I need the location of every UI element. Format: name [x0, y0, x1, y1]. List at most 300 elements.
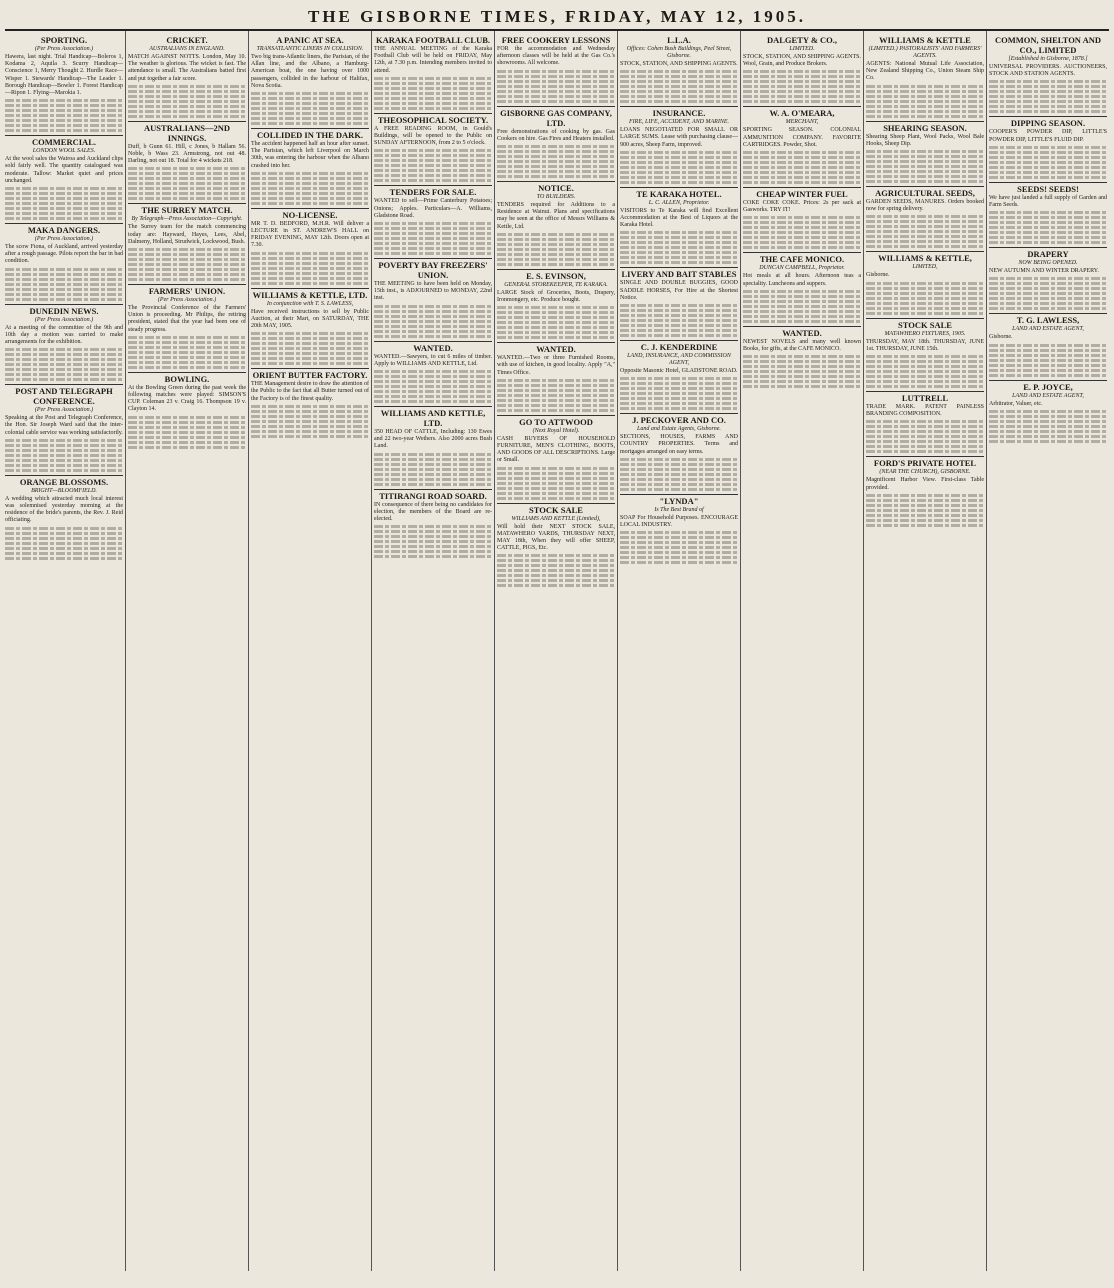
column-9 — [987, 31, 1109, 1271]
story-headline: AUSTRALIANS—2ND INNINGS. — [128, 121, 246, 143]
story-subhead: (Per Press Association.) — [34, 236, 94, 243]
illegible-print-line — [251, 337, 369, 340]
illegible-print-line — [989, 221, 1107, 224]
illegible-print-line — [497, 472, 615, 475]
story-body: Free demonstrations of cooking by gas. Gas Cookers on hire. Gas Fires and Heaters installed. — [497, 128, 615, 142]
illegible-print-line — [989, 80, 1107, 83]
illegible-print-line — [128, 95, 246, 98]
illegible-print-line — [866, 100, 984, 103]
illegible-print-line — [5, 454, 123, 457]
illegible-print-line — [620, 488, 738, 491]
story-subhead: (LIMITED.) PASTORALISTS' AND FARMERS' AGENTS. — [868, 46, 982, 59]
illegible-print-line — [743, 290, 861, 293]
story-headline: GISBORNE GAS COMPANY, LTD. — [497, 106, 615, 128]
illegible-print-line — [989, 282, 1107, 285]
story-subhead: LAND AND ESTATE AGENT, — [1012, 326, 1084, 333]
story — [989, 182, 1107, 244]
illegible-print-line — [5, 378, 123, 381]
illegible-print-line — [743, 375, 861, 378]
story-headline: J. PECKOVER AND CO. — [620, 413, 738, 425]
story-headline: INSURANCE. — [620, 106, 738, 118]
illegible-print-line — [251, 112, 369, 115]
illegible-print-line — [620, 463, 738, 466]
story-subhead: LIMITED. — [789, 46, 815, 52]
illegible-print-line — [497, 579, 615, 582]
story-body: FOR the accommodation and Wednesday afternoon classes will be held at the Gas Co.'s showrooms. All welcome. — [497, 46, 615, 67]
story — [743, 106, 861, 184]
column-7 — [741, 31, 864, 1271]
story-headline: DIPPING SEASON. — [989, 116, 1107, 128]
illegible-print-line — [497, 409, 615, 412]
story — [374, 258, 492, 338]
illegible-print-line — [374, 540, 492, 543]
illegible-print-line — [497, 238, 615, 241]
illegible-print-line — [128, 356, 246, 359]
story-subhead: LONDON WOOL SALES. — [32, 148, 96, 155]
story-body: TRADE MARK. PATENT PAINLESS BRANDING COMPOSITION. — [866, 404, 984, 418]
illegible-print-line — [989, 110, 1107, 113]
story-body: MATCH AGAINST NOTTS. London, May 10. The weather is glorious. The wicket is fast. The attendance is small. The Australians batted first and put together a fair score. — [128, 54, 246, 82]
illegible-print-line — [128, 351, 246, 354]
illegible-print-line — [374, 473, 492, 476]
story-headline: THE SURREY MATCH. — [128, 203, 246, 215]
story — [374, 406, 492, 486]
illegible-print-line — [989, 307, 1107, 310]
illegible-print-line — [620, 151, 738, 154]
newspaper-page — [5, 5, 1109, 1277]
illegible-print-line — [620, 468, 738, 471]
story-body: A wedding which attracted much local interest was solemnised yesterday morning at the residence of the bride's parents, the Rev. J. Reid officiating. — [5, 495, 123, 524]
illegible-print-line — [128, 431, 246, 434]
illegible-print-line — [5, 104, 123, 107]
illegible-print-line — [989, 415, 1107, 418]
illegible-print-line — [866, 385, 984, 388]
illegible-print-line — [989, 410, 1107, 413]
illegible-print-line — [374, 247, 492, 250]
illegible-print-line — [251, 347, 369, 350]
story-headline: BOWLING. — [128, 372, 246, 384]
story-headline: DUNEDIN NEWS. — [5, 304, 123, 316]
story-body: STOCK, STATION, AND SHIPPING AGENTS. — [620, 61, 738, 67]
story-headline: E. S. EVINSON, — [497, 269, 615, 281]
illegible-print-line — [620, 329, 738, 332]
illegible-print-line — [497, 399, 615, 402]
illegible-print-line — [251, 282, 369, 285]
story-headline: CRICKET. — [166, 35, 208, 45]
illegible-print-line — [620, 161, 738, 164]
illegible-print-line — [251, 107, 369, 110]
illegible-print-line — [620, 95, 738, 98]
story-headline: A PANIC AT SEA. — [276, 35, 344, 45]
illegible-print-line — [866, 440, 984, 443]
illegible-print-line — [743, 90, 861, 93]
illegible-print-line — [497, 384, 615, 387]
illegible-print-line — [128, 366, 246, 369]
illegible-print-line — [497, 389, 615, 392]
illegible-print-line — [866, 370, 984, 373]
story-body: THURSDAY, MAY 18th. THURSDAY, JUNE 1st. THURSDAY, JUNE 15th. — [866, 338, 984, 352]
story-body: The scow Fiona, of Auckland, arrived yesterday after a rough passage. Pilots report the bar in bad condition. — [5, 244, 123, 265]
illegible-print-line — [5, 197, 123, 200]
illegible-print-line — [866, 435, 984, 438]
illegible-print-line — [620, 241, 738, 244]
story-body: Duff, b Gunn 61. Hill, c Jones, b Hallam 56. Noble, b Wass 23. Armstrong, not out 48. Darling, not out 18. Total for 4 wickets 218. — [128, 143, 246, 165]
illegible-print-line — [620, 551, 738, 554]
illegible-print-line — [620, 181, 738, 184]
story-headline: LUTTRELL — [866, 391, 984, 403]
story-body: THE MEETING to have been held on Monday, 15th inst., is ADJOURNED to MONDAY, 22nd inst. — [374, 281, 492, 302]
illegible-print-line — [989, 297, 1107, 300]
story-subhead: Land and Estate Agents, Gisborne. — [637, 426, 721, 433]
illegible-print-line — [743, 355, 861, 358]
illegible-print-line — [497, 165, 615, 168]
story-headline: COLLIDED IN THE DARK. — [251, 128, 369, 140]
story-headline: DRAPERY — [989, 247, 1107, 259]
illegible-print-line — [374, 453, 492, 456]
illegible-print-line — [866, 230, 984, 233]
story-subhead: NOW BEING OPENED. — [1018, 260, 1078, 267]
story-subhead: AUSTRALIANS IN ENGLAND. — [149, 46, 225, 52]
story-headline: L.L.A. — [667, 35, 691, 45]
illegible-print-line — [989, 354, 1107, 357]
story-body: SPORTING SEASON. COLONIAL AMMUNITION COMPANY. FAVORITE CARTRIDGES. Powder, Shot. — [743, 127, 861, 148]
illegible-print-line — [989, 440, 1107, 443]
illegible-print-line — [251, 177, 369, 180]
illegible-print-line — [743, 151, 861, 154]
illegible-print-line — [989, 277, 1107, 280]
illegible-print-line — [497, 487, 615, 490]
illegible-print-line — [743, 171, 861, 174]
illegible-print-line — [497, 584, 615, 587]
illegible-print-line — [866, 514, 984, 517]
illegible-print-line — [989, 369, 1107, 372]
story — [620, 340, 738, 410]
story — [497, 34, 615, 103]
illegible-print-line — [374, 483, 492, 486]
story — [128, 34, 246, 118]
story-headline: THE CAFE MONICO. — [743, 252, 861, 264]
story-body: AGENTS: National Mutual Life Association, New Zealand Shipping Co., Union Steam Ship Co. — [866, 61, 984, 82]
story-subhead: MATAWHERO FIXTURES, 1905. — [884, 330, 966, 337]
illegible-print-line — [620, 319, 738, 322]
story — [251, 34, 369, 125]
column-6 — [618, 31, 741, 1271]
illegible-print-line — [251, 122, 369, 125]
illegible-print-line — [866, 380, 984, 383]
illegible-print-line — [497, 248, 615, 251]
story-headline: FARMERS' UNION. — [128, 284, 246, 296]
column-2 — [126, 31, 249, 1271]
illegible-print-line — [866, 225, 984, 228]
story-body: THE Management desire to draw the attention of the Public to the fact that all Butter turned out of the Factory is of the finest quality. — [251, 381, 369, 402]
story — [497, 181, 615, 266]
illegible-print-line — [5, 542, 123, 545]
story — [866, 186, 984, 248]
story-subhead: (Per Press Association.) — [157, 297, 217, 304]
story-body: Arbitrator, Valuer, etc. — [989, 400, 1043, 407]
illegible-print-line — [866, 375, 984, 378]
illegible-print-line — [5, 464, 123, 467]
story-body: The Surrey team for the match commencing today are: Hayward, Hayes, Lees, Abel, Dalmeny, Holland, Strudwick, Lockwood, Bush. — [128, 224, 246, 245]
illegible-print-line — [251, 272, 369, 275]
illegible-print-line — [251, 342, 369, 345]
illegible-print-line — [497, 321, 615, 324]
illegible-print-line — [497, 492, 615, 495]
illegible-print-line — [497, 331, 615, 334]
story — [866, 251, 984, 314]
illegible-print-line — [497, 477, 615, 480]
illegible-print-line — [866, 90, 984, 93]
illegible-print-line — [620, 171, 738, 174]
illegible-print-line — [251, 197, 369, 200]
illegible-print-line — [743, 226, 861, 229]
illegible-print-line — [866, 450, 984, 453]
illegible-print-line — [620, 392, 738, 395]
story — [866, 34, 984, 118]
illegible-print-line — [5, 288, 123, 291]
illegible-print-line — [989, 425, 1107, 428]
illegible-print-line — [497, 404, 615, 407]
illegible-print-line — [866, 524, 984, 527]
story-headline: WANTED. — [374, 341, 492, 353]
illegible-print-line — [620, 261, 738, 264]
column-8 — [864, 31, 987, 1271]
illegible-print-line — [5, 129, 123, 132]
illegible-print-line — [374, 232, 492, 235]
illegible-print-line — [743, 231, 861, 234]
illegible-print-line — [989, 435, 1107, 438]
illegible-print-line — [989, 226, 1107, 229]
illegible-print-line — [866, 240, 984, 243]
illegible-print-line — [620, 90, 738, 93]
illegible-print-line — [497, 467, 615, 470]
illegible-print-line — [374, 237, 492, 240]
story-body: Will hold their NEXT STOCK SALE, MATAWHERO YARDS, THURSDAY NEXT, MAY 18th, When they will offer SHEEP, CATTLE, PIGS, Etc. — [497, 523, 615, 552]
illegible-print-line — [128, 426, 246, 429]
illegible-print-line — [497, 554, 615, 557]
illegible-print-line — [497, 233, 615, 236]
illegible-print-line — [128, 105, 246, 108]
story-headline: KARAKA FOOTBALL CLUB. — [375, 35, 491, 45]
illegible-print-line — [989, 211, 1107, 214]
illegible-print-line — [743, 310, 861, 313]
illegible-print-line — [374, 375, 492, 378]
illegible-print-line — [374, 227, 492, 230]
story-body: At the wool sales the Wairoa and Auckland clips sold fairly well. The quantity catalogued was moderate. Tallow: Market quiet and prices unchanged. — [5, 156, 123, 184]
column-1 — [5, 31, 126, 1271]
story — [374, 34, 492, 110]
illegible-print-line — [128, 416, 246, 419]
illegible-print-line — [374, 330, 492, 333]
story-headline: SEEDS! SEEDS! — [989, 182, 1107, 194]
illegible-print-line — [251, 420, 369, 423]
story-subhead: (Per Press Association.) — [34, 316, 94, 323]
story-body: At the Bowling Green during the past week the following matches were played: SIMSON'S CUP. Coleman 23 v. Craig 16. Thompson 19 v. Clayton 14. — [128, 384, 246, 413]
illegible-print-line — [5, 353, 123, 356]
story-headline: SPORTING. — [40, 35, 88, 45]
illegible-print-line — [251, 405, 369, 408]
story-headline: TENDERS FOR SALE. — [374, 185, 492, 197]
illegible-print-line — [374, 97, 492, 100]
illegible-print-line — [497, 80, 615, 83]
illegible-print-line — [620, 80, 738, 83]
illegible-print-line — [866, 355, 984, 358]
illegible-print-line — [866, 155, 984, 158]
story-body: 350 HEAD OF CATTLE, Including: 130 Ewes and 22 two-year Wethers. Also 2000 acres Bush Land. — [374, 429, 492, 450]
illegible-print-line — [374, 77, 492, 80]
illegible-print-line — [743, 85, 861, 88]
illegible-print-line — [620, 166, 738, 169]
story — [989, 116, 1107, 178]
illegible-print-line — [5, 202, 123, 205]
illegible-print-line — [5, 114, 123, 117]
story — [5, 135, 123, 220]
illegible-print-line — [989, 171, 1107, 174]
illegible-print-line — [251, 92, 369, 95]
illegible-print-line — [251, 202, 369, 205]
illegible-print-line — [374, 325, 492, 328]
story-headline: NOTICE. — [497, 181, 615, 193]
illegible-print-line — [497, 160, 615, 163]
illegible-print-line — [128, 187, 246, 190]
illegible-print-line — [5, 449, 123, 452]
story-body: SINGLE AND DOUBLE BUGGIES, GOOD SADDLE HORSES, For Hire at the Shortest Notice. — [620, 280, 738, 301]
illegible-print-line — [866, 165, 984, 168]
illegible-print-line — [989, 241, 1107, 244]
story — [5, 223, 123, 301]
story-body: GARDEN SEEDS, MANURES. Orders booked now for spring delivery. — [866, 199, 984, 213]
story-subhead: FIRE, LIFE, ACCIDENT, AND MARINE. — [629, 119, 729, 126]
story — [374, 341, 492, 403]
story — [620, 267, 738, 337]
illegible-print-line — [497, 85, 615, 88]
illegible-print-line — [374, 315, 492, 318]
illegible-print-line — [5, 368, 123, 371]
illegible-print-line — [128, 341, 246, 344]
illegible-print-line — [743, 305, 861, 308]
illegible-print-line — [989, 236, 1107, 239]
illegible-print-line — [743, 221, 861, 224]
story — [497, 106, 615, 178]
story-subhead: (NEAR THE CHURCH), GISBORNE. — [879, 469, 971, 476]
illegible-print-line — [497, 559, 615, 562]
illegible-print-line — [866, 307, 984, 310]
story-headline: CHEAP WINTER FUEL — [743, 187, 861, 199]
illegible-print-line — [620, 478, 738, 481]
illegible-print-line — [128, 361, 246, 364]
illegible-print-line — [989, 364, 1107, 367]
story — [497, 503, 615, 588]
story-body: THE ANNUAL MEETING of the Karaka Football Club will be held on FRIDAY, May 12th, at 7.30 p.m. Intending members invited to attend. — [374, 46, 492, 74]
illegible-print-line — [743, 95, 861, 98]
illegible-print-line — [620, 256, 738, 259]
illegible-print-line — [620, 85, 738, 88]
illegible-print-line — [620, 483, 738, 486]
illegible-print-line — [5, 273, 123, 276]
illegible-print-line — [374, 102, 492, 105]
illegible-print-line — [743, 236, 861, 239]
illegible-print-line — [620, 231, 738, 234]
story-headline: ORANGE BLOSSOMS. — [5, 475, 123, 487]
illegible-print-line — [497, 306, 615, 309]
illegible-print-line — [5, 124, 123, 127]
illegible-print-line — [251, 252, 369, 255]
illegible-print-line — [497, 258, 615, 261]
illegible-print-line — [620, 397, 738, 400]
illegible-print-line — [128, 85, 246, 88]
illegible-print-line — [251, 352, 369, 355]
story-body: CASH BUYERS OF HOUSEHOLD FURNITURE, MEN'S CLOTHING, BOOTS, AND GOODS OF ALL DESCRIPTIONS. Large or Small. — [497, 435, 615, 464]
story — [989, 34, 1107, 113]
illegible-print-line — [128, 110, 246, 113]
story-body: COKE COKE COKE. Prices: 2s per sack at Gasworks. TRY IT! — [743, 200, 861, 214]
illegible-print-line — [5, 268, 123, 271]
masthead — [5, 5, 1109, 31]
story — [251, 208, 369, 285]
illegible-print-line — [620, 561, 738, 564]
illegible-print-line — [374, 154, 492, 157]
story-headline: FORD'S PRIVATE HOTEL — [866, 456, 984, 468]
illegible-print-line — [743, 75, 861, 78]
illegible-print-line — [620, 407, 738, 410]
story-headline: MAKA DANGERS. — [5, 223, 123, 235]
story-headline: THEOSOPHICAL SOCIETY. — [374, 113, 492, 125]
illegible-print-line — [620, 236, 738, 239]
illegible-print-line — [497, 379, 615, 382]
illegible-print-line — [497, 311, 615, 314]
illegible-print-line — [497, 175, 615, 178]
story-body: LARGE Stock of Groceries, Boots, Drapery, Ironmongery, etc. Produce bought. — [497, 289, 615, 304]
story — [251, 368, 369, 438]
illegible-print-line — [497, 145, 615, 148]
illegible-print-line — [128, 436, 246, 439]
illegible-print-line — [251, 262, 369, 265]
story-body: Gisborne. — [989, 334, 1013, 341]
illegible-print-line — [989, 231, 1107, 234]
illegible-print-line — [374, 400, 492, 403]
story — [5, 475, 123, 560]
illegible-print-line — [374, 545, 492, 548]
illegible-print-line — [128, 441, 246, 444]
illegible-print-line — [620, 324, 738, 327]
illegible-print-line — [5, 278, 123, 281]
illegible-print-line — [989, 302, 1107, 305]
story — [374, 185, 492, 255]
illegible-print-line — [866, 504, 984, 507]
illegible-print-line — [620, 176, 738, 179]
illegible-print-line — [251, 277, 369, 280]
illegible-print-line — [743, 181, 861, 184]
illegible-print-line — [374, 468, 492, 471]
illegible-print-line — [374, 149, 492, 152]
illegible-print-line — [743, 176, 861, 179]
story-body: Have received instructions to sell by Public Auction, at their Mart, on SATURDAY, THE 20th MAY, 1905. — [251, 308, 369, 330]
illegible-print-line — [128, 421, 246, 424]
story-headline: WILLIAMS & KETTLE, LTD. — [252, 289, 368, 300]
illegible-print-line — [5, 439, 123, 442]
illegible-print-line — [989, 151, 1107, 154]
illegible-print-line — [251, 435, 369, 438]
illegible-print-line — [251, 117, 369, 120]
illegible-print-line — [497, 90, 615, 93]
illegible-print-line — [620, 100, 738, 103]
story-body: NEW AUTUMN AND WINTER DRAPERY. — [989, 268, 1099, 275]
illegible-print-line — [497, 100, 615, 103]
illegible-print-line — [128, 100, 246, 103]
story — [497, 415, 615, 500]
illegible-print-line — [866, 420, 984, 423]
illegible-print-line — [374, 390, 492, 393]
